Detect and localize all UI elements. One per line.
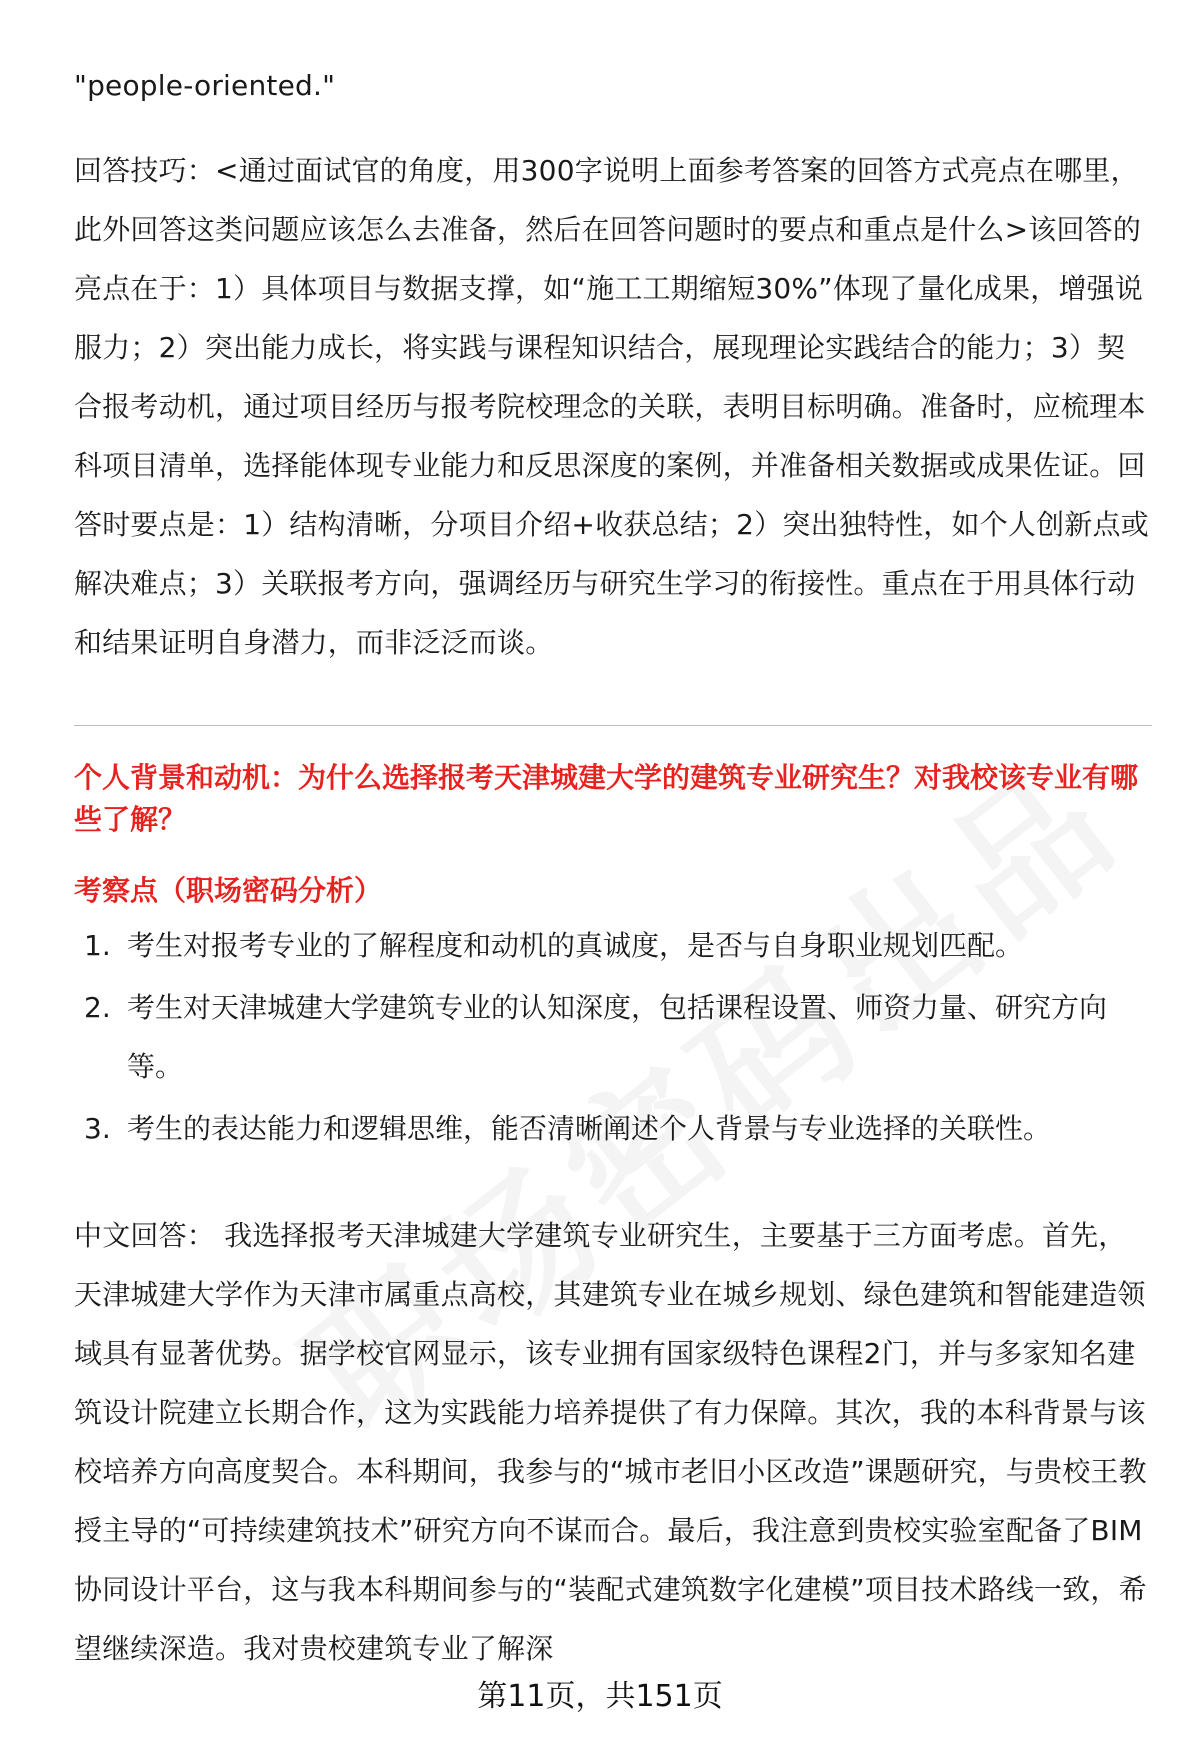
list-item-text: 考生的表达能力和逻辑思维，能否清晰阐述个人背景与专业选择的关联性。 bbox=[127, 1112, 1052, 1145]
question-title: 个人背景和动机：为什么选择报考天津城建大学的建筑专业研究生？对我校该专业有哪些了解？ bbox=[74, 761, 1139, 836]
list-item bbox=[74, 1099, 1152, 1158]
assessment-points-list bbox=[74, 916, 1152, 1158]
list-item-text: 考生对报考专业的了解程度和动机的真诚度，是否与自身职业规划匹配。 bbox=[127, 929, 1024, 962]
page-number: 第11页，共151页 bbox=[477, 1679, 723, 1714]
section-divider bbox=[74, 725, 1152, 726]
list-item-number: 3. bbox=[84, 1112, 111, 1145]
chinese-answer-paragraph: 中文回答： 我选择报考天津城建大学建筑专业研究生，主要基于三方面考虑。首先，天津城建大学作为天津市属重点高校，其建筑专业在城乡规划、绿色建筑和智能建造领域具有显著优势。据学校官网显示，该专业拥有国家级特色课程2门，并与多家知名建筑设计院建立长期合作，这为实践能力培养提供了有力保障。其次，我的本科背景与该校培养方向高度契合。本科期间，我参与的“城市老旧小区改造”课题研究，与贵校王教授主导的“可持续建筑技术”研究方向不谋而合。最后，我注意到贵校实验室配备了BIM协同设计平台，这与我本科期间参与的“装配式建筑数字化建模”项目技术路线一致，希望继续深造。我对贵校建筑专业了解深 bbox=[74, 1219, 1147, 1665]
list-item-number: 2. bbox=[84, 991, 111, 1024]
list-item-number: 1. bbox=[84, 929, 111, 962]
list-item-text: 考生对天津城建大学建筑专业的认知深度，包括课程设置、师资力量、研究方向等。 bbox=[127, 991, 1108, 1083]
analysis-title: 考察点（职场密码分析） bbox=[74, 874, 383, 907]
answer-tips-paragraph: 回答技巧：<通过面试官的角度，用300字说明上面参考答案的回答方式亮点在哪里，此外回答这类问题应该怎么去准备，然后在回答问题时的要点和重点是什么>该回答的亮点在于：1）具体项目与数据支撑，如“施工工期缩短30%”体现了量化成果，增强说服力；2）突出能力成长，将实践与课程知识结合，展现理论实践结合的能力；3）契合报考动机，通过项目经历与报考院校理念的关联，表明目标明确。准备时，应梳理本科项目清单，选择能体现专业能力和反思深度的案例，并准备相关数据或成果佐证。回答时要点是：1）结构清晰，分项目介绍+收获总结；2）突出独特性，如个人创新点或解决难点；3）关联报考方向，强调经历与研究生学习的衔接性。重点在于用具体行动和结果证明自身潜力，而非泛泛而谈。 bbox=[74, 154, 1149, 659]
list-item bbox=[74, 916, 1152, 975]
list-item bbox=[74, 978, 1152, 1096]
continued-text: "people-oriented." bbox=[74, 69, 336, 102]
